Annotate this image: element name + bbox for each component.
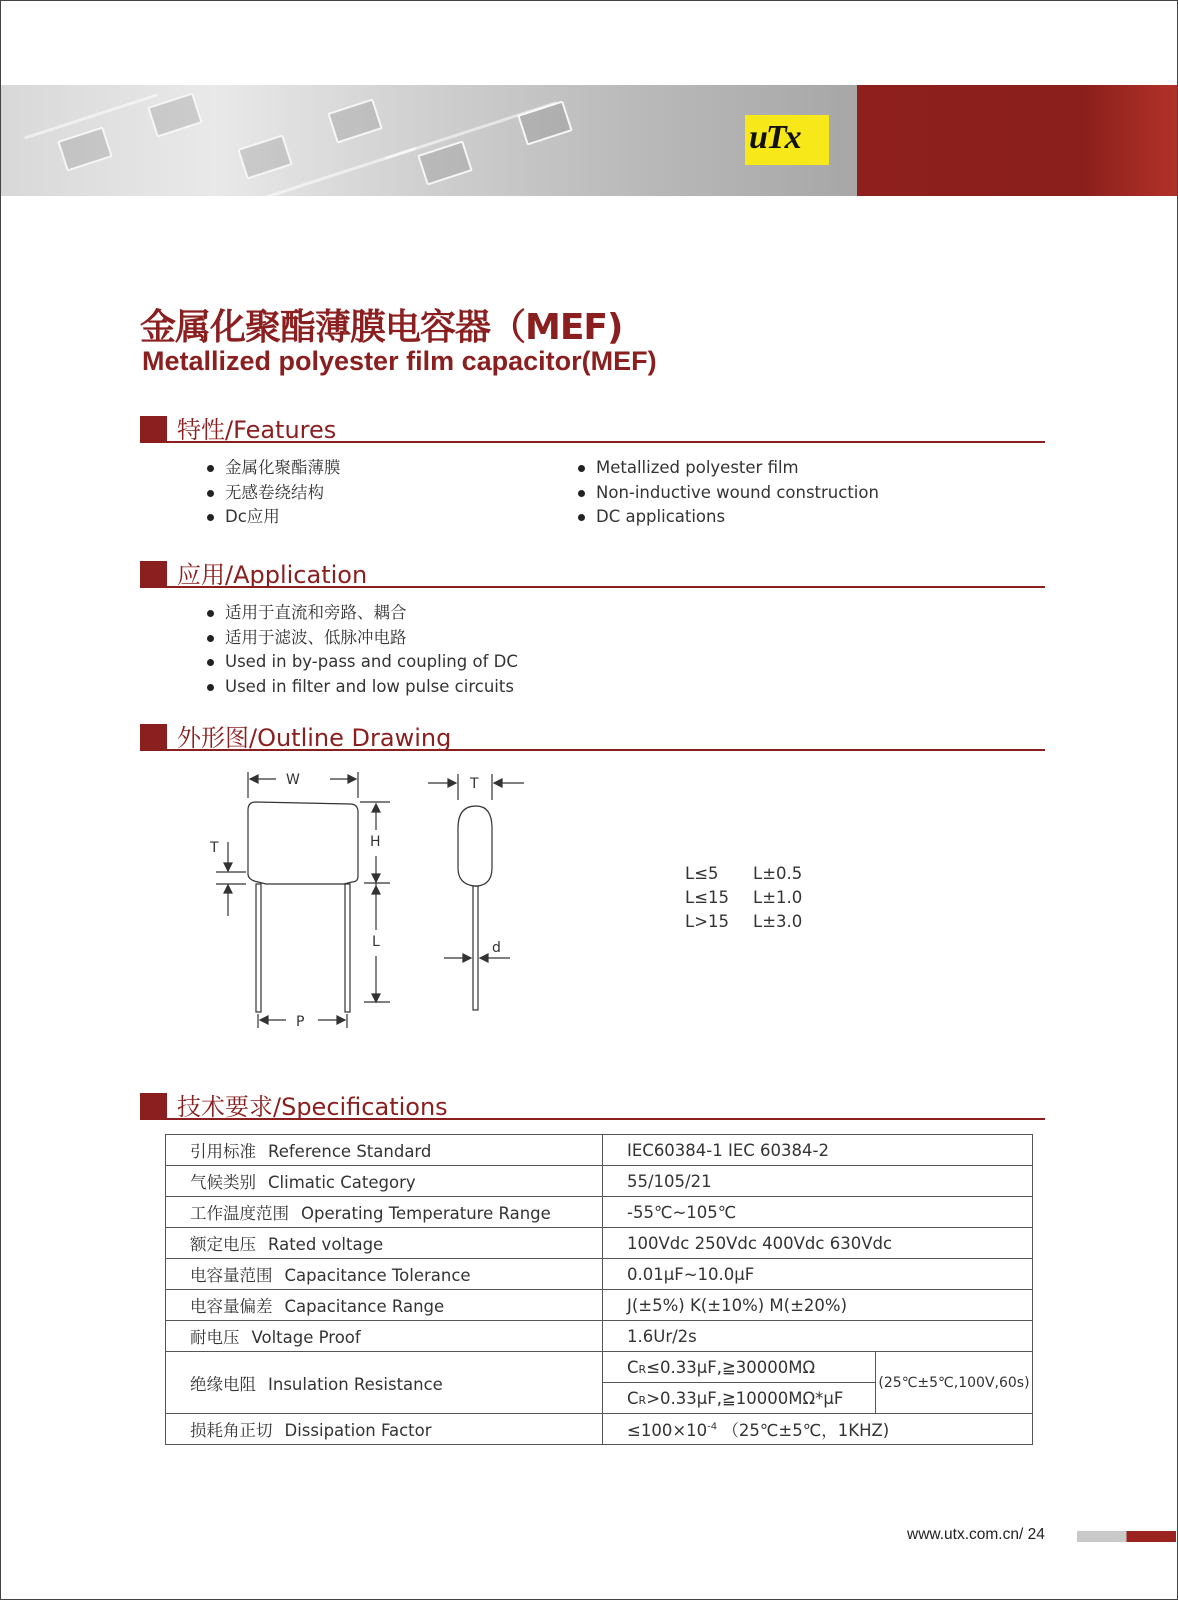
spec-label: 耐电压 Voltage Proof bbox=[166, 1321, 603, 1352]
table-row bbox=[166, 1228, 1033, 1259]
tolerance-value: L±1.0 bbox=[753, 888, 803, 907]
spec-label: 电容量偏差 Capacitance Range bbox=[166, 1290, 603, 1321]
pcb-background-image bbox=[1, 85, 857, 196]
series-code: MEF bbox=[930, 34, 1014, 76]
header-red-panel bbox=[857, 85, 1177, 196]
dim-label-l: L bbox=[372, 934, 380, 950]
lead-side bbox=[473, 886, 478, 1010]
table-row bbox=[166, 1414, 1033, 1445]
tolerance-row bbox=[685, 910, 802, 934]
page-title-en: Metallized polyester film capacitor(MEF) bbox=[142, 346, 657, 376]
lead-length-tolerance bbox=[685, 862, 802, 934]
list-item: 无感卷绕结构 bbox=[207, 481, 341, 506]
features-list-en bbox=[578, 456, 879, 530]
application-list bbox=[207, 601, 518, 699]
specifications-table bbox=[165, 1134, 1033, 1445]
table-row bbox=[166, 1166, 1033, 1197]
section-title: 外形图/Outline Drawing bbox=[177, 724, 452, 752]
spec-label: 绝缘电阻 Insulation Resistance bbox=[166, 1352, 603, 1414]
table-row bbox=[166, 1321, 1033, 1352]
tolerance-condition: L≤15 bbox=[685, 888, 730, 907]
table-row bbox=[166, 1197, 1033, 1228]
capacitor-body-side bbox=[458, 806, 492, 886]
spec-value: IEC60384-1 IEC 60384-2 bbox=[603, 1135, 1033, 1166]
spec-value: J(±5%) K(±10%) M(±20%) bbox=[603, 1290, 1033, 1321]
list-item: Used in by-pass and coupling of DC bbox=[207, 650, 518, 675]
header-banner bbox=[1, 85, 1177, 196]
capacitor-body-front bbox=[248, 802, 358, 884]
table-row bbox=[166, 1135, 1033, 1166]
footer-url-page: www.utx.com.cn/ 24 bbox=[907, 1526, 1045, 1543]
footer-bar bbox=[1077, 1531, 1176, 1542]
list-item: Non-inductive wound construction bbox=[578, 481, 879, 506]
spec-value: 100Vdc 250Vdc 400Vdc 630Vdc bbox=[603, 1228, 1033, 1259]
lead-left bbox=[256, 884, 261, 1012]
list-item: Dc应用 bbox=[207, 505, 341, 530]
page-title-cn: 金属化聚酯薄膜电容器（MEF) bbox=[140, 307, 623, 348]
spec-label: 工作温度范围 Operating Temperature Range bbox=[166, 1197, 603, 1228]
list-item: 适用于滤波、低脉冲电路 bbox=[207, 626, 518, 651]
application-header bbox=[140, 558, 1045, 588]
table-row bbox=[166, 1290, 1033, 1321]
logo-text: uTx bbox=[749, 119, 800, 156]
tolerance-condition: L>15 bbox=[685, 912, 730, 931]
lead-right bbox=[345, 884, 350, 1012]
spec-value: 1.6Ur/2s bbox=[603, 1321, 1033, 1352]
table-row bbox=[166, 1352, 1033, 1383]
dim-label-d: d bbox=[492, 940, 501, 956]
tolerance-value: L±0.5 bbox=[753, 864, 803, 883]
list-item: DC applications bbox=[578, 505, 879, 530]
spec-value: CR>0.33μF,≧10000MΩ*μF bbox=[603, 1383, 876, 1414]
spec-label: 气候类别 Climatic Category bbox=[166, 1166, 603, 1197]
section-marker bbox=[140, 416, 167, 443]
list-item: 金属化聚酯薄膜 bbox=[207, 456, 341, 481]
tolerance-condition: L≤5 bbox=[685, 864, 719, 883]
section-title: 特性/Features bbox=[177, 416, 337, 444]
dim-label-w: W bbox=[286, 772, 300, 788]
list-item: 适用于直流和旁路、耦合 bbox=[207, 601, 518, 626]
spec-value: 55/105/21 bbox=[603, 1166, 1033, 1197]
section-title: 应用/Application bbox=[177, 561, 368, 589]
spec-value: CR≤0.33μF,≧30000MΩ bbox=[603, 1352, 876, 1383]
table-row bbox=[166, 1259, 1033, 1290]
tolerance-value: L±3.0 bbox=[753, 912, 803, 931]
spec-note: (25℃±5℃,100V,60s) bbox=[876, 1352, 1033, 1414]
section-marker bbox=[140, 724, 167, 751]
section-title: 技术要求/Specifications bbox=[177, 1093, 448, 1121]
section-marker bbox=[140, 561, 167, 588]
spec-label: 电容量范围 Capacitance Tolerance bbox=[166, 1259, 603, 1290]
features-list-cn bbox=[207, 456, 341, 530]
outline-header bbox=[140, 721, 1045, 751]
dim-label-h: H bbox=[370, 834, 381, 850]
spec-value: $\le 100\times 10^{-4}$ （25℃±5℃，1KHZ) bbox=[603, 1414, 1033, 1445]
utx-logo bbox=[745, 115, 829, 165]
tolerance-row bbox=[685, 886, 802, 910]
spec-label: 损耗角正切 Dissipation Factor bbox=[166, 1414, 603, 1445]
spec-label: 引用标准 Reference Standard bbox=[166, 1135, 603, 1166]
features-header bbox=[140, 413, 1045, 443]
list-item: Metallized polyester film bbox=[578, 456, 879, 481]
spec-label: 额定电压 Rated voltage bbox=[166, 1228, 603, 1259]
spec-value: 0.01μF~10.0μF bbox=[603, 1259, 1033, 1290]
dim-label-p: P bbox=[296, 1014, 305, 1030]
spec-value: -55℃~105℃ bbox=[603, 1197, 1033, 1228]
outline-drawing bbox=[200, 770, 560, 1060]
tolerance-row bbox=[685, 862, 802, 886]
dim-label-t-front: T bbox=[210, 840, 219, 856]
section-marker bbox=[140, 1093, 167, 1120]
specs-header bbox=[140, 1090, 1045, 1120]
dim-label-t-side: T bbox=[470, 776, 479, 792]
list-item: Used in filter and low pulse circuits bbox=[207, 675, 518, 700]
